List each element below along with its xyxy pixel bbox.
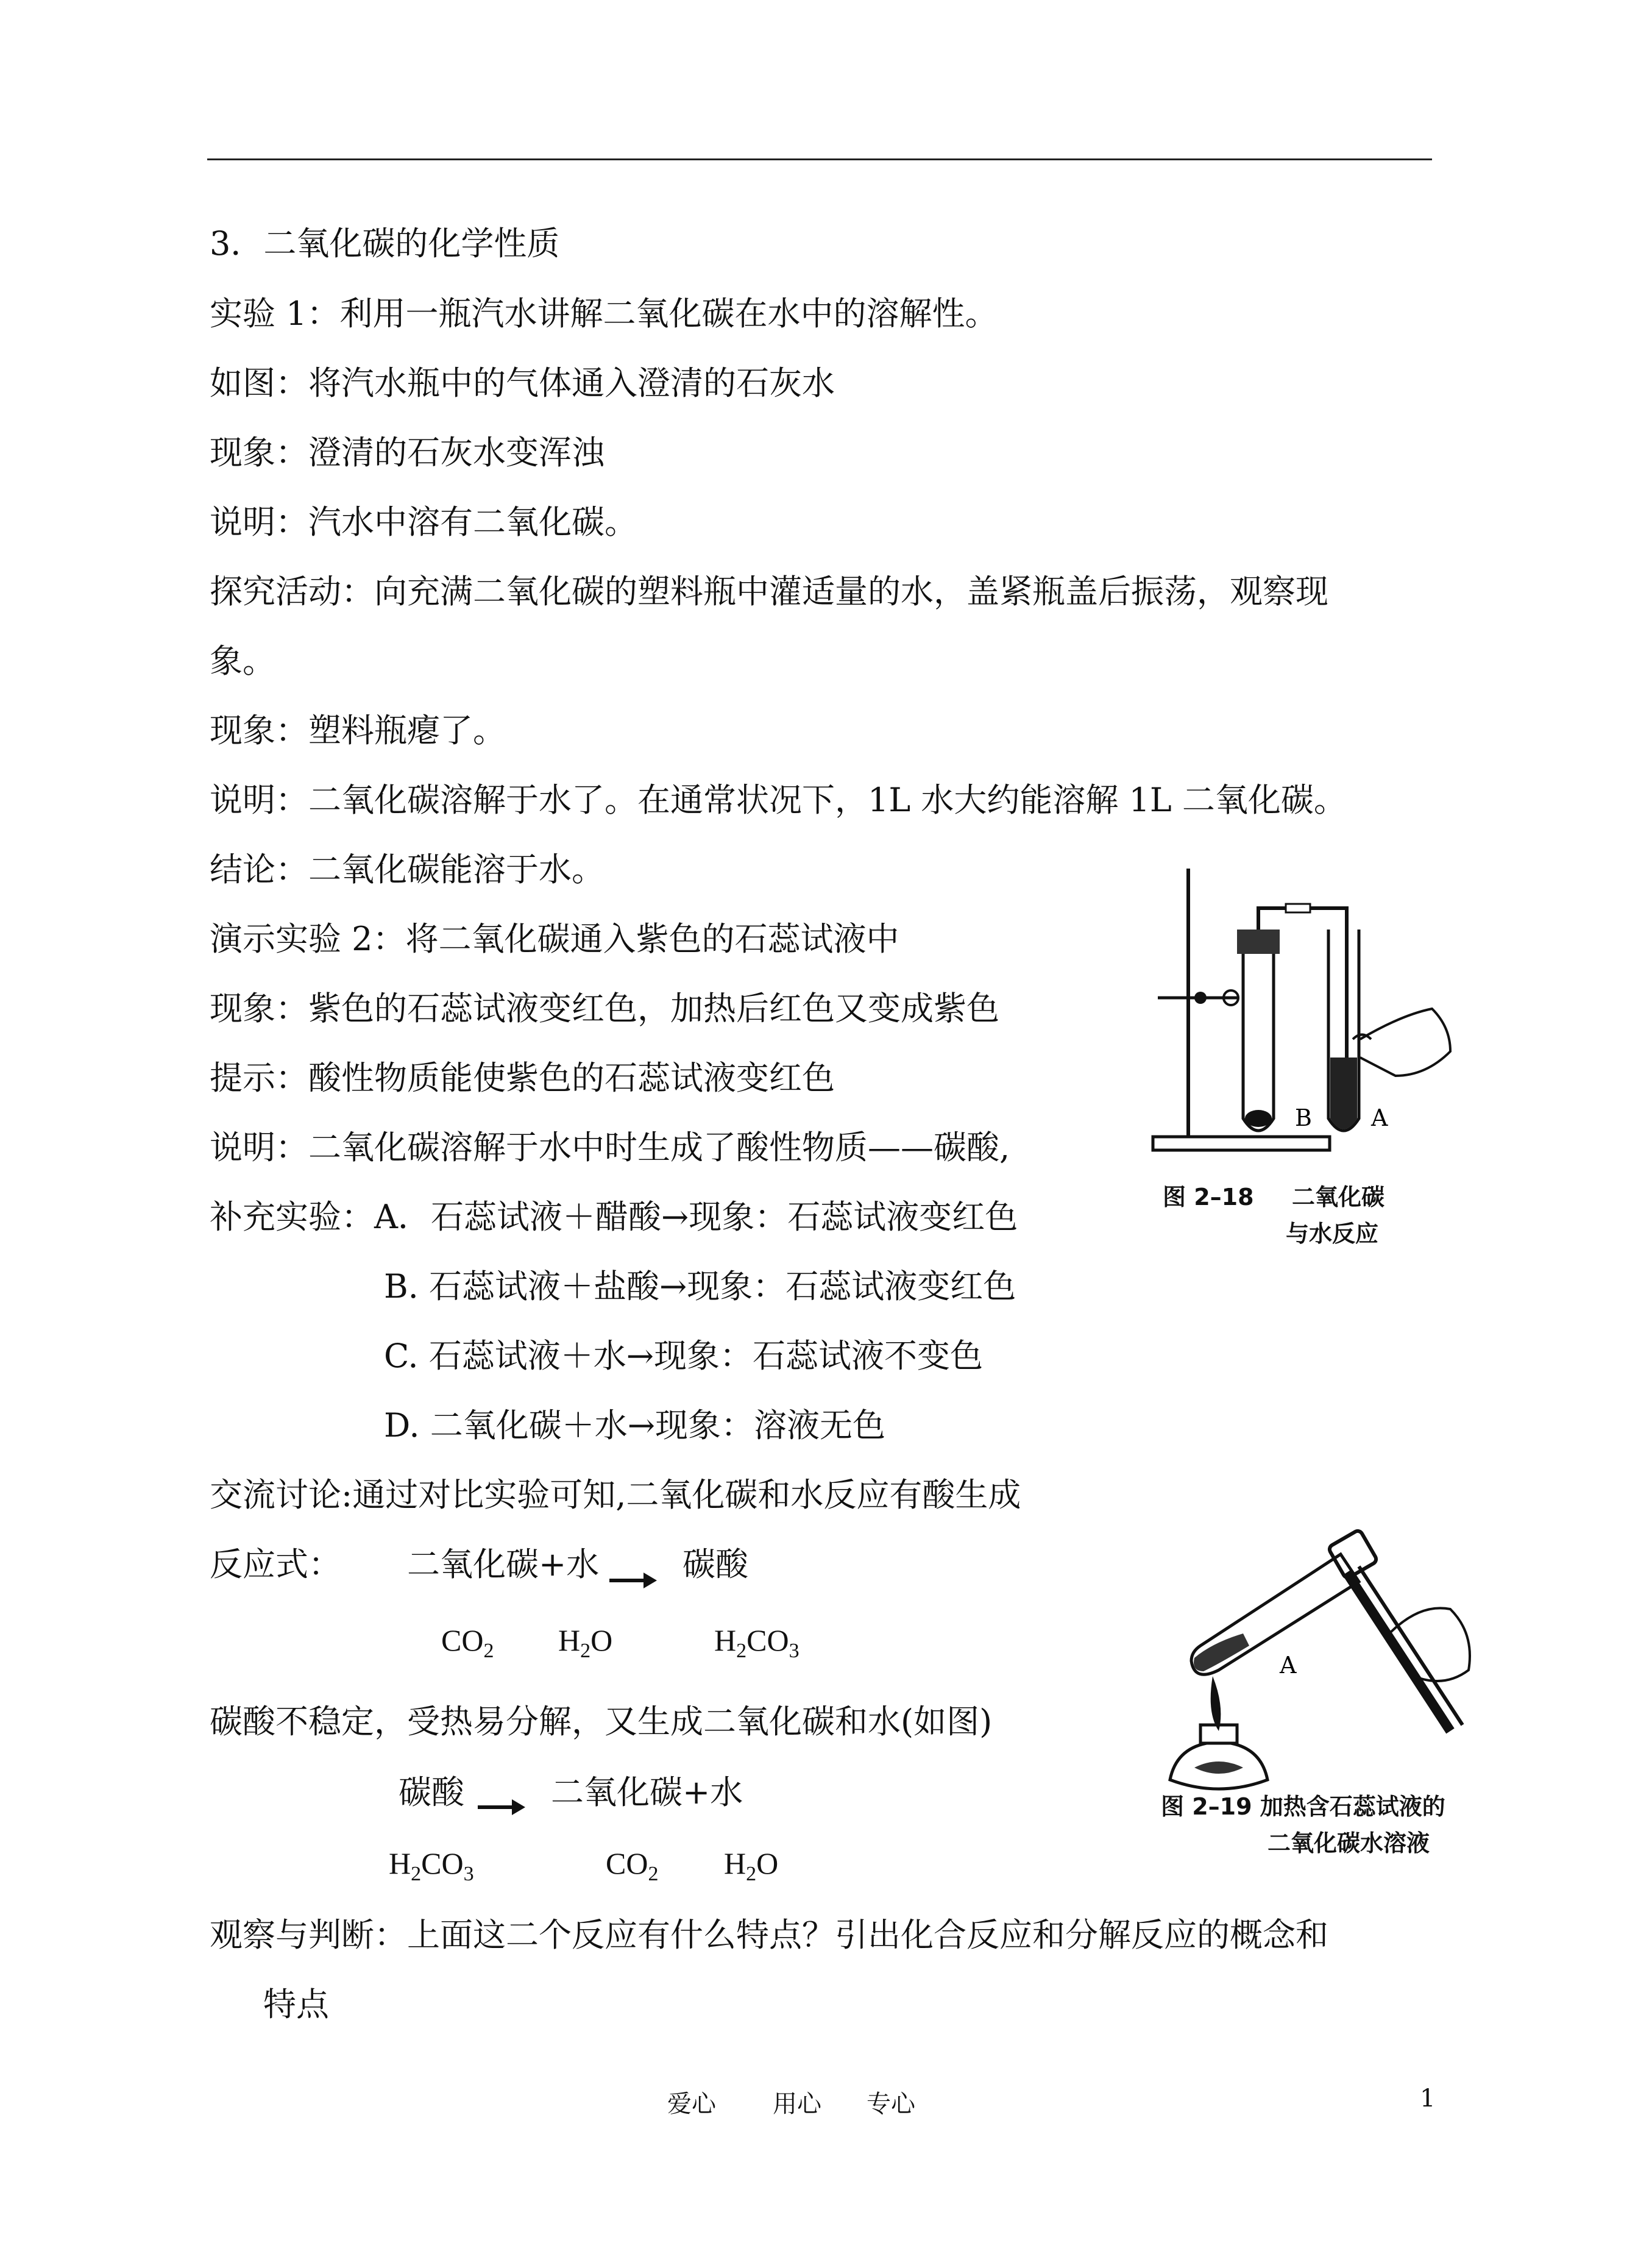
reaction1-formula-h2co3: $H_2CO_3$ (714, 1623, 800, 1662)
page-number: 1 (1420, 2085, 1436, 2113)
label-a: A (1371, 1104, 1388, 1131)
text-line: 说明：二氧化碳溶解于水中时生成了酸性物质——碳酸, (210, 1128, 1010, 1167)
figure2-caption-line2: 二氧化碳水溶液 (1268, 1830, 1430, 1857)
reaction2-reactant: 碳酸 (399, 1773, 464, 1811)
reaction1-arrow (609, 1579, 646, 1582)
text-line: 说明：二氧化碳溶解于水了。在通常状况下，1L 水大约能溶解 1L 二氧化碳。 (210, 781, 1347, 819)
text-line: D. 二氧化碳＋水→现象：溶液无色 (384, 1406, 885, 1445)
label-b: B (1295, 1104, 1312, 1131)
text-line: 如图：将汽水瓶中的气体通入澄清的石灰水 (210, 364, 835, 402)
text-line: C. 石蕊试液＋水→现象：石蕊试液不变色 (384, 1337, 983, 1375)
reaction2-formula-co2: $CO_2$ (606, 1846, 659, 1885)
section-heading: 3．二氧化碳的化学性质 (210, 224, 560, 263)
text-line: B. 石蕊试液＋盐酸→现象：石蕊试液变红色 (384, 1267, 1016, 1306)
reaction1-formula-h2o: $H_2O$ (558, 1623, 613, 1662)
footer-slogan-1: 爱心 (667, 2090, 716, 2118)
text-line: 探究活动：向充满二氧化碳的塑料瓶中灌适量的水，盖紧瓶盖后振荡，观察现 (210, 572, 1328, 611)
reaction1-product: 碳酸 (682, 1545, 748, 1584)
reaction2-arrow (478, 1805, 514, 1809)
figure1-caption-number: 图 2–18 (1163, 1184, 1254, 1210)
footer-slogan-3: 专心 (867, 2090, 915, 2118)
reaction2-formula-h2o: $H_2O$ (724, 1846, 779, 1885)
figure1-caption-line2: 与水反应 (1286, 1220, 1379, 1247)
text-line: 结论：二氧化碳能溶于水。 (210, 850, 604, 889)
reaction2-products: 二氧化碳+水 (551, 1773, 743, 1811)
text-line: 现象：塑料瓶瘪了。 (210, 711, 506, 750)
text-line: 碳酸不稳定，受热易分解，又生成二氧化碳和水(如图) (210, 1702, 993, 1741)
footer-slogan-2: 用心 (773, 2090, 821, 2118)
text-line: 反应式： (210, 1545, 341, 1584)
text-line: 交流讨论:通过对比实验可知,二氧化碳和水反应有酸生成 (210, 1476, 1021, 1514)
text-line: 现象：紫色的石蕊试液变红色，加热后红色又变成紫色 (210, 989, 999, 1028)
reaction2-formula-h2co3: $H_2CO_3$ (389, 1846, 474, 1885)
text-line: 说明：汽水中溶有二氧化碳。 (210, 503, 637, 541)
text-line: 提示：酸性物质能使紫色的石蕊试液变红色 (210, 1059, 835, 1097)
text-line: 象。 (210, 642, 275, 680)
label-a: A (1280, 1652, 1297, 1679)
text-line: 实验 1：利用一瓶汽水讲解二氧化碳在水中的溶解性。 (210, 294, 998, 333)
header-rule (207, 158, 1432, 160)
text-line: 观察与判断：上面这二个反应有什么特点？引出化合反应和分解反应的概念和 (210, 1916, 1328, 1954)
text-line: 演示实验 2：将二氧化碳通入紫色的石蕊试液中 (210, 920, 899, 958)
text-line: 现象：澄清的石灰水变浑浊 (210, 433, 604, 472)
heating-solution-figure (1158, 1512, 1475, 1804)
co2-water-apparatus-figure (1146, 856, 1462, 1173)
figure2-caption-line1: 图 2–19 加热含石蕊试液的 (1161, 1793, 1445, 1820)
reaction1-reactants: 二氧化碳+水 (407, 1545, 600, 1584)
text-line: 特点 (263, 1985, 329, 2024)
text-line: 补充实验：A．石蕊试液＋醋酸→现象：石蕊试液变红色 (210, 1198, 1018, 1236)
figure1-caption-line1: 二氧化碳 (1292, 1184, 1385, 1210)
reaction1-formula-co2: $CO_2$ (441, 1623, 494, 1662)
